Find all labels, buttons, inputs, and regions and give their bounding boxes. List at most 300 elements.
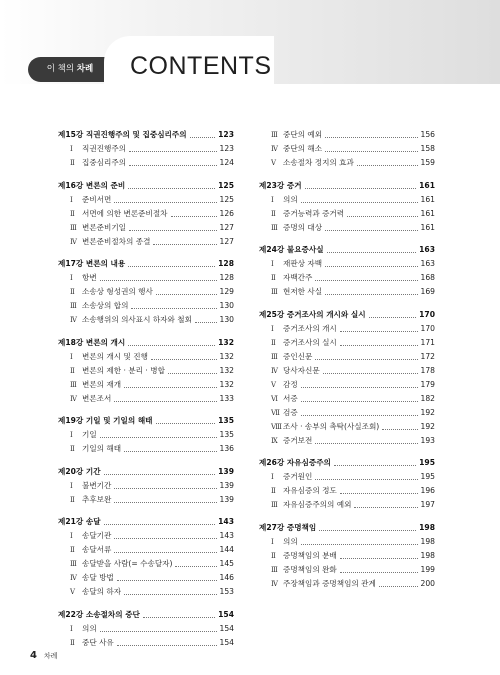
page-number: 126	[219, 208, 234, 218]
item-label-wrap	[58, 392, 111, 406]
item-label: 증명책임의 완화	[283, 564, 337, 574]
item-label-wrap	[259, 156, 354, 170]
section-gap	[58, 456, 234, 465]
leader-dots	[114, 552, 216, 553]
page-number: 200	[420, 578, 435, 588]
roman-numeral: Ⅲ	[271, 288, 278, 296]
leader-dots	[315, 359, 417, 360]
item-label: 직권진행주의	[82, 144, 127, 153]
toc-lecture-row[interactable]	[259, 243, 435, 257]
roman-numeral: Ⅴ	[70, 588, 76, 596]
item-label-wrap	[259, 207, 344, 221]
item-label: 의의	[283, 194, 298, 204]
toc-item-row[interactable]	[259, 322, 435, 336]
leader-dots	[325, 294, 417, 295]
item-label-wrap	[259, 535, 298, 549]
section-gap	[58, 249, 234, 258]
leader-dots	[153, 244, 216, 245]
toc-item-row[interactable]	[259, 420, 435, 434]
page-number: 179	[420, 379, 435, 389]
leader-dots	[114, 202, 216, 203]
toc-item-row[interactable]	[259, 271, 435, 285]
leader-dots	[100, 280, 217, 281]
roman-numeral: Ⅶ	[271, 408, 281, 417]
leader-dots	[104, 524, 216, 525]
toc-item-row[interactable]	[259, 257, 435, 271]
toc-lecture-row[interactable]	[259, 456, 435, 470]
item-label-wrap	[58, 585, 121, 599]
section-gap	[259, 512, 435, 521]
toc-lecture-row[interactable]	[259, 521, 435, 535]
roman-numeral: Ⅱ	[70, 159, 75, 167]
roman-numeral: Ⅲ	[70, 302, 77, 310]
item-label-wrap	[58, 557, 172, 571]
toc-item-row[interactable]	[259, 563, 435, 577]
roman-numeral: Ⅱ	[271, 487, 276, 495]
page-number: 132	[219, 379, 234, 389]
toc-item-row[interactable]	[259, 285, 435, 299]
item-label: 증거원인	[283, 472, 313, 481]
leader-dots	[325, 230, 417, 231]
item-label-wrap	[58, 350, 148, 364]
leader-dots	[128, 188, 215, 189]
item-label: 소송행위의 의사표시 하자와 철회	[82, 315, 192, 324]
leader-dots	[100, 437, 217, 438]
leader-dots	[168, 373, 217, 374]
toc-lecture-row[interactable]	[58, 515, 234, 529]
page-number: 129	[219, 287, 234, 296]
toc-item-row[interactable]	[58, 428, 234, 442]
page-number: 136	[219, 444, 234, 453]
roman-numeral: Ⅱ	[70, 638, 75, 647]
toc-lecture-row[interactable]	[58, 128, 234, 142]
item-label-wrap	[259, 257, 322, 271]
roman-numeral: Ⅱ	[70, 445, 75, 453]
toc-section	[58, 128, 234, 170]
toc-section	[58, 257, 234, 327]
page-number: 132	[219, 365, 234, 375]
page-number: 172	[420, 351, 435, 361]
toc-item-row[interactable]	[259, 535, 435, 549]
toc-lecture-row[interactable]	[259, 308, 435, 322]
item-label-wrap	[58, 636, 114, 650]
page-number: 127	[219, 222, 234, 232]
page-number: 168	[420, 273, 435, 282]
leader-dots	[325, 137, 417, 138]
leader-dots	[305, 188, 417, 189]
leader-dots	[301, 202, 418, 203]
leader-dots	[301, 544, 418, 545]
leader-dots	[117, 580, 217, 581]
item-label-wrap	[259, 406, 298, 420]
lecture-title: 제23강 증거	[259, 180, 302, 190]
item-label-wrap	[58, 285, 153, 299]
lecture-title: 제20강 기간	[58, 466, 101, 476]
toc-item-row[interactable]	[259, 364, 435, 378]
toc-item-row[interactable]	[58, 221, 234, 235]
page-number: 195	[420, 472, 435, 481]
leader-dots	[340, 331, 418, 332]
roman-numeral: Ⅱ	[271, 551, 276, 560]
leader-dots	[104, 474, 216, 475]
toc-section	[58, 179, 234, 249]
toc-item-row[interactable]	[58, 193, 234, 207]
item-label-wrap	[259, 392, 298, 406]
roman-numeral: Ⅲ	[271, 131, 278, 139]
roman-numeral: Ⅳ	[271, 366, 278, 375]
toc-lecture-row[interactable]	[58, 414, 234, 428]
leader-dots	[128, 345, 215, 346]
item-label-wrap	[58, 378, 121, 392]
page-number: 182	[420, 393, 435, 403]
section-gap	[58, 406, 234, 415]
lecture-title: 제27강 증명책임	[259, 522, 317, 532]
page-number: 169	[420, 287, 435, 296]
toc-item-row[interactable]	[259, 549, 435, 563]
page-number: 154	[219, 637, 234, 647]
item-label-wrap	[259, 484, 337, 498]
footer-label: 차례	[43, 652, 58, 660]
toc-item-row[interactable]	[58, 313, 234, 327]
page-number: 144	[219, 545, 234, 554]
toc-item-row[interactable]	[58, 271, 234, 285]
leader-dots	[114, 502, 216, 503]
leader-dots	[129, 230, 216, 231]
leader-dots	[195, 322, 217, 323]
item-label-wrap	[259, 285, 322, 299]
page-number: 139	[219, 494, 234, 504]
item-label: 자백간주	[283, 273, 313, 282]
item-label: 항변	[82, 273, 97, 282]
roman-numeral: Ⅲ	[70, 560, 77, 568]
leader-dots	[315, 443, 417, 444]
toc-item-row[interactable]	[58, 364, 234, 378]
item-label-wrap	[58, 207, 168, 221]
item-label: 증인신문	[283, 351, 313, 361]
leader-dots	[323, 373, 418, 374]
item-label: 변론준비절차의 종결	[82, 236, 151, 246]
page-number: 153	[219, 587, 234, 596]
item-label: 변론의 개시 및 진행	[82, 351, 148, 361]
item-label: 송달서류	[82, 545, 112, 554]
lecture-title: 제17강 변론의 내용	[58, 259, 126, 268]
toc-item-row[interactable]	[259, 470, 435, 484]
page-number: 125	[218, 180, 234, 190]
item-label: 중단의 예외	[283, 130, 323, 139]
leader-dots	[315, 280, 417, 281]
roman-numeral: Ⅰ	[70, 352, 73, 361]
page-number: 161	[420, 222, 435, 232]
header-badge-text	[28, 57, 112, 82]
section-gap	[58, 599, 234, 608]
item-label: 당사자신문	[283, 365, 320, 375]
toc-item-row[interactable]	[58, 350, 234, 364]
leader-dots	[340, 572, 418, 573]
lecture-title: 제15강 직권진행주의 및 집중심리주의	[58, 130, 187, 139]
item-label-wrap	[58, 529, 111, 543]
page-number: 125	[219, 194, 234, 204]
toc-item-row[interactable]	[259, 434, 435, 448]
toc-item-row[interactable]	[58, 543, 234, 557]
leader-dots	[301, 401, 418, 402]
toc-section	[259, 308, 435, 448]
roman-numeral: Ⅲ	[70, 380, 77, 389]
roman-numeral: Ⅰ	[271, 324, 274, 333]
leader-dots	[156, 423, 216, 424]
item-label: 의의	[82, 623, 97, 633]
leader-dots	[301, 415, 418, 416]
page-title: CONTENTS	[130, 52, 272, 80]
leader-dots	[340, 493, 418, 494]
toc-item-row[interactable]	[259, 577, 435, 591]
leader-dots	[124, 451, 216, 452]
item-label: 변론의 재개	[82, 379, 122, 389]
roman-numeral: Ⅳ	[70, 394, 77, 403]
badge-prefix: 이 책의	[46, 64, 75, 74]
page-number: 143	[219, 531, 234, 540]
item-label: 서면에 의한 변론준비절차	[82, 208, 168, 218]
page-number: 154	[218, 609, 234, 619]
toc-lecture-row[interactable]	[58, 608, 234, 622]
toc-item-row[interactable]	[58, 622, 234, 636]
toc-item-row[interactable]	[58, 636, 234, 650]
roman-numeral: Ⅵ	[271, 394, 279, 403]
toc-item-row[interactable]	[58, 442, 234, 456]
toc-item-row[interactable]	[58, 235, 234, 249]
leader-dots	[340, 345, 418, 346]
page-number: 130	[219, 315, 234, 324]
item-label-wrap	[58, 364, 165, 378]
toc-item-row[interactable]	[58, 585, 234, 599]
toc-item-row[interactable]	[259, 406, 435, 420]
page-number: 124	[219, 158, 234, 167]
item-label: 자유심증주의의 예외	[283, 500, 352, 509]
toc-left-column	[58, 128, 234, 650]
toc-section	[58, 465, 234, 507]
item-label-wrap	[259, 549, 337, 563]
roman-numeral: Ⅱ	[70, 209, 75, 218]
item-label: 증거보전	[283, 435, 313, 445]
leader-dots	[357, 165, 418, 166]
leader-dots	[114, 401, 216, 402]
item-label: 검증	[283, 407, 298, 417]
roman-numeral: Ⅰ	[271, 473, 274, 481]
roman-numeral: Ⅴ	[271, 380, 277, 389]
item-label-wrap	[259, 350, 312, 364]
item-label: 중단의 해소	[283, 144, 323, 153]
page-number: 132	[218, 337, 234, 347]
toc-item-row[interactable]	[58, 142, 234, 156]
page-number: 133	[219, 393, 234, 403]
item-label-wrap	[259, 577, 376, 591]
lecture-title: 제22강 소송절차의 중단	[58, 609, 140, 619]
item-label: 재판상 자백	[283, 259, 323, 268]
item-label-wrap	[259, 271, 312, 285]
item-label-wrap	[58, 271, 97, 285]
roman-numeral: Ⅰ	[70, 481, 73, 490]
item-label-wrap	[58, 543, 111, 557]
item-label: 기일	[82, 430, 97, 439]
item-label-wrap	[259, 193, 298, 207]
toc-item-row[interactable]	[259, 193, 435, 207]
roman-numeral: Ⅲ	[271, 223, 278, 232]
toc-item-row[interactable]	[259, 142, 435, 156]
page-number: 159	[420, 158, 435, 167]
toc-item-row[interactable]	[58, 392, 234, 406]
section-gap	[58, 507, 234, 516]
leader-dots	[143, 617, 215, 618]
toc-lecture-row[interactable]	[58, 465, 234, 479]
toc-lecture-row[interactable]	[58, 336, 234, 350]
toc-right-column	[259, 128, 435, 591]
roman-numeral: Ⅰ	[70, 145, 73, 153]
item-label-wrap	[58, 221, 126, 235]
item-label: 감정	[283, 379, 298, 389]
roman-numeral: Ⅰ	[70, 532, 73, 540]
item-label-wrap	[58, 313, 192, 327]
toc-item-row[interactable]	[58, 493, 234, 507]
leader-dots	[114, 538, 216, 539]
roman-numeral: Ⅸ	[271, 436, 278, 445]
leader-dots	[340, 558, 418, 559]
item-label-wrap	[259, 364, 320, 378]
toc-item-row[interactable]	[58, 529, 234, 543]
page-number: 135	[218, 416, 234, 425]
item-label-wrap	[259, 336, 337, 350]
leader-dots	[114, 488, 216, 489]
toc-item-row[interactable]	[259, 221, 435, 235]
roman-numeral: Ⅱ	[70, 546, 75, 554]
page-number: 195	[419, 458, 435, 467]
roman-numeral: Ⅲ	[271, 352, 278, 361]
item-label: 의의	[283, 536, 298, 546]
roman-numeral: Ⅲ	[70, 223, 77, 232]
section-gap	[259, 448, 435, 457]
item-label: 서증	[283, 393, 298, 403]
item-label-wrap	[58, 428, 97, 442]
leader-dots	[354, 507, 417, 508]
item-label: 추후보완	[82, 494, 112, 504]
item-label: 송달의 하자	[82, 587, 122, 596]
toc-item-row[interactable]	[259, 498, 435, 512]
item-label-wrap	[259, 378, 298, 392]
leader-dots	[190, 137, 216, 138]
page-number: 198	[420, 550, 435, 560]
item-label: 조사 · 송부의 촉탁(사실조회)	[283, 421, 380, 431]
item-label: 증거조사의 개시	[283, 323, 337, 333]
toc-section	[259, 128, 435, 170]
lecture-title: 제19강 기일 및 기일의 해태	[58, 416, 153, 425]
page-number: 132	[219, 351, 234, 361]
page-number: 128	[218, 259, 234, 268]
lecture-title: 제18강 변론의 개시	[58, 337, 126, 347]
toc-section	[259, 456, 435, 512]
toc-item-row[interactable]	[259, 128, 435, 142]
roman-numeral: Ⅳ	[271, 579, 278, 588]
item-label: 집중심리주의	[82, 158, 127, 167]
item-label-wrap	[58, 142, 126, 156]
section-gap	[58, 327, 234, 336]
leader-dots	[171, 216, 217, 217]
page-number: 197	[420, 500, 435, 509]
footer-page-number: 4	[30, 650, 37, 661]
page-number: 143	[218, 517, 234, 526]
page-number: 199	[420, 564, 435, 574]
toc-item-row[interactable]	[58, 571, 234, 585]
page-number: 163	[420, 259, 435, 268]
toc-item-row[interactable]	[58, 299, 234, 313]
header-badge	[28, 57, 112, 82]
item-label: 주장책임과 증명책임의 관계	[283, 578, 376, 588]
badge-bold: 차례	[76, 64, 94, 74]
page-number: 161	[420, 194, 435, 204]
page-number: 193	[420, 435, 435, 445]
toc-item-row[interactable]	[259, 350, 435, 364]
item-label-wrap	[259, 498, 351, 512]
item-label-wrap	[58, 442, 121, 456]
item-label: 현저한 사실	[283, 287, 323, 296]
toc-item-row[interactable]	[58, 285, 234, 299]
leader-dots	[327, 252, 417, 253]
toc-item-row[interactable]	[58, 557, 234, 571]
item-label-wrap	[58, 493, 111, 507]
lecture-title: 제24강 불요증사실	[259, 245, 324, 254]
toc-item-row[interactable]	[58, 479, 234, 493]
leader-dots	[124, 594, 216, 595]
leader-dots	[131, 308, 216, 309]
page-number: 135	[219, 430, 234, 439]
toc-item-row[interactable]	[58, 207, 234, 221]
leader-dots	[379, 586, 418, 587]
item-label: 기일의 해태	[82, 444, 122, 453]
toc-item-row[interactable]	[259, 484, 435, 498]
item-label: 증명책임의 분배	[283, 550, 337, 560]
toc-item-row[interactable]	[58, 378, 234, 392]
leader-dots	[100, 631, 217, 632]
item-label: 증명의 대상	[283, 222, 323, 232]
leader-dots	[347, 216, 417, 217]
item-label-wrap	[58, 299, 128, 313]
page-number: 128	[219, 273, 234, 282]
roman-numeral: Ⅲ	[271, 565, 278, 574]
toc-item-row[interactable]	[259, 207, 435, 221]
toc-item-row[interactable]	[259, 156, 435, 170]
page-number: 139	[218, 466, 234, 476]
page-number: 123	[218, 130, 234, 139]
roman-numeral: Ⅱ	[271, 209, 276, 218]
toc-section	[259, 179, 435, 235]
item-label: 준비서면	[82, 194, 112, 204]
lecture-title: 제16강 변론의 준비	[58, 180, 126, 190]
toc-lecture-row[interactable]	[259, 179, 435, 193]
toc-lecture-row[interactable]	[58, 257, 234, 271]
leader-dots	[128, 266, 215, 267]
page-number: 198	[420, 536, 435, 546]
page-number: 161	[420, 208, 435, 218]
leader-dots	[369, 317, 417, 318]
section-gap	[259, 235, 435, 244]
toc-item-row[interactable]	[58, 156, 234, 170]
toc-lecture-row[interactable]	[58, 179, 234, 193]
toc-item-row[interactable]	[259, 392, 435, 406]
toc-item-row[interactable]	[259, 336, 435, 350]
item-label-wrap	[58, 235, 150, 249]
page-number: 154	[219, 623, 234, 633]
page-number: 130	[219, 301, 234, 310]
item-label-wrap	[58, 622, 97, 636]
item-label-wrap	[58, 571, 114, 585]
toc-item-row[interactable]	[259, 378, 435, 392]
